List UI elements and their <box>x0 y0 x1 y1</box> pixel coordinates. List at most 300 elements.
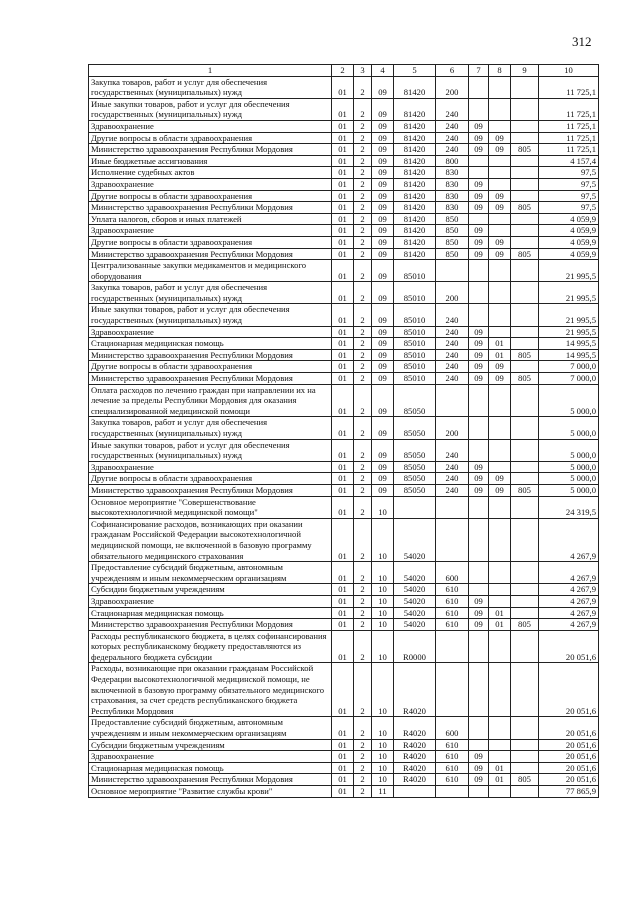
header-cell: 7 <box>469 65 489 77</box>
amount-cell: 14 995,5 <box>539 338 599 350</box>
activity-code-cell: 09 <box>372 417 394 439</box>
activity-code-cell: 09 <box>372 260 394 282</box>
expense-type-cell: 200 <box>436 417 469 439</box>
subprogram-code-cell: 2 <box>354 282 372 304</box>
item-name-cell: Здравоохранение <box>89 461 332 473</box>
subprogram-code-cell: 2 <box>354 236 372 248</box>
expense-code-cell: 54020 <box>394 619 436 631</box>
amount-cell: 97,5 <box>539 178 599 190</box>
subprogram-code-cell: 2 <box>354 619 372 631</box>
chapter-cell: 09 <box>469 225 489 237</box>
chapter-cell: 09 <box>469 202 489 214</box>
subprogram-code-cell: 2 <box>354 473 372 485</box>
section-code-cell: 01 <box>332 225 354 237</box>
expense-code-cell: 54020 <box>394 607 436 619</box>
ministry-code-cell: 805 <box>511 248 539 260</box>
chapter-cell <box>469 260 489 282</box>
amount-cell: 4 267,9 <box>539 562 599 584</box>
subsection-cell: 09 <box>489 361 511 373</box>
chapter-cell: 09 <box>469 762 489 774</box>
subsection-cell <box>489 584 511 596</box>
ministry-code-cell <box>511 630 539 663</box>
item-name-cell: Другие вопросы в области здравоохранения <box>89 190 332 202</box>
table-row <box>89 304 599 326</box>
activity-code-cell: 09 <box>372 384 394 417</box>
subprogram-code-cell: 2 <box>354 76 372 98</box>
table-row <box>89 739 599 751</box>
table-row <box>89 373 599 385</box>
subprogram-code-cell: 2 <box>354 178 372 190</box>
subsection-cell <box>489 282 511 304</box>
chapter-cell <box>469 786 489 798</box>
item-name-cell: Закупка товаров, работ и услуг для обеспечения государственных (муниципальных) нужд <box>89 282 332 304</box>
table-row <box>89 439 599 461</box>
item-name-cell: Стационарная медицинская помощь <box>89 762 332 774</box>
subsection-cell: 09 <box>489 473 511 485</box>
subprogram-code-cell: 2 <box>354 349 372 361</box>
table-row <box>89 76 599 98</box>
table-body <box>89 76 599 797</box>
item-name-cell: Иные закупки товаров, работ и услуг для обеспечения государственных (муниципальных) нужд <box>89 439 332 461</box>
activity-code-cell: 09 <box>372 213 394 225</box>
expense-code-cell: 81420 <box>394 236 436 248</box>
chapter-cell: 09 <box>469 774 489 786</box>
section-code-cell: 01 <box>332 120 354 132</box>
ministry-code-cell <box>511 384 539 417</box>
activity-code-cell: 09 <box>372 361 394 373</box>
expense-code-cell: R4020 <box>394 663 436 717</box>
subprogram-code-cell: 2 <box>354 202 372 214</box>
table-row <box>89 132 599 144</box>
chapter-cell: 09 <box>469 484 489 496</box>
table-row <box>89 225 599 237</box>
subsection-cell <box>489 326 511 338</box>
subsection-cell <box>489 562 511 584</box>
section-code-cell: 01 <box>332 774 354 786</box>
subsection-cell <box>489 417 511 439</box>
subsection-cell <box>489 384 511 417</box>
item-name-cell: Другие вопросы в области здравоохранения <box>89 473 332 485</box>
amount-cell: 4 059,9 <box>539 236 599 248</box>
table-row <box>89 260 599 282</box>
section-code-cell: 01 <box>332 190 354 202</box>
expense-type-cell: 830 <box>436 190 469 202</box>
item-name-cell: Другие вопросы в области здравоохранения <box>89 132 332 144</box>
expense-code-cell: 81420 <box>394 76 436 98</box>
activity-code-cell: 09 <box>372 439 394 461</box>
expense-code-cell: R0000 <box>394 630 436 663</box>
expense-code-cell: 81420 <box>394 120 436 132</box>
subprogram-code-cell: 2 <box>354 461 372 473</box>
activity-code-cell: 09 <box>372 373 394 385</box>
amount-cell: 4 267,9 <box>539 518 599 561</box>
expense-type-cell: 850 <box>436 236 469 248</box>
item-name-cell: Иные закупки товаров, работ и услуг для обеспечения государственных (муниципальных) нужд <box>89 98 332 120</box>
ministry-code-cell <box>511 595 539 607</box>
chapter-cell: 09 <box>469 120 489 132</box>
expense-type-cell: 240 <box>436 373 469 385</box>
expense-type-cell: 850 <box>436 248 469 260</box>
expense-code-cell: 81420 <box>394 225 436 237</box>
chapter-cell: 09 <box>469 461 489 473</box>
activity-code-cell: 10 <box>372 619 394 631</box>
chapter-cell: 09 <box>469 595 489 607</box>
item-name-cell: Предоставление субсидий бюджетным, автономным учреждениям и иным некоммерческим организациям <box>89 717 332 739</box>
amount-cell: 97,5 <box>539 167 599 179</box>
subprogram-code-cell: 2 <box>354 144 372 156</box>
subprogram-code-cell: 2 <box>354 120 372 132</box>
expense-type-cell: 610 <box>436 607 469 619</box>
ministry-code-cell <box>511 236 539 248</box>
expense-type-cell: 830 <box>436 178 469 190</box>
ministry-code-cell <box>511 282 539 304</box>
section-code-cell: 01 <box>332 155 354 167</box>
item-name-cell: Министерство здравоохранения Республики Мордовия <box>89 373 332 385</box>
chapter-cell <box>469 630 489 663</box>
amount-cell: 4 267,9 <box>539 619 599 631</box>
expense-code-cell: 85010 <box>394 373 436 385</box>
expense-code-cell: 85010 <box>394 326 436 338</box>
subsection-cell <box>489 155 511 167</box>
chapter-cell <box>469 663 489 717</box>
expense-type-cell: 830 <box>436 167 469 179</box>
ministry-code-cell <box>511 167 539 179</box>
table-row <box>89 384 599 417</box>
subsection-cell: 09 <box>489 248 511 260</box>
ministry-code-cell: 805 <box>511 373 539 385</box>
subsection-cell <box>489 751 511 763</box>
expense-type-cell: 240 <box>436 473 469 485</box>
expense-type-cell: 240 <box>436 132 469 144</box>
subprogram-code-cell: 2 <box>354 167 372 179</box>
activity-code-cell: 09 <box>372 178 394 190</box>
chapter-cell <box>469 562 489 584</box>
amount-cell: 20 051,6 <box>539 762 599 774</box>
expense-type-cell: 200 <box>436 282 469 304</box>
chapter-cell <box>469 518 489 561</box>
subsection-cell <box>489 630 511 663</box>
chapter-cell <box>469 496 489 518</box>
activity-code-cell: 09 <box>372 155 394 167</box>
subsection-cell <box>489 225 511 237</box>
subprogram-code-cell: 2 <box>354 751 372 763</box>
subprogram-code-cell: 2 <box>354 155 372 167</box>
subprogram-code-cell: 2 <box>354 326 372 338</box>
section-code-cell: 01 <box>332 439 354 461</box>
expense-code-cell: R4020 <box>394 762 436 774</box>
amount-cell: 4 267,9 <box>539 595 599 607</box>
activity-code-cell: 11 <box>372 786 394 798</box>
expense-type-cell <box>436 786 469 798</box>
subsection-cell <box>489 304 511 326</box>
chapter-cell: 09 <box>469 190 489 202</box>
subsection-cell: 01 <box>489 774 511 786</box>
subsection-cell <box>489 178 511 190</box>
table-row <box>89 751 599 763</box>
activity-code-cell: 10 <box>372 607 394 619</box>
subsection-cell <box>489 663 511 717</box>
ministry-code-cell: 805 <box>511 774 539 786</box>
subprogram-code-cell: 2 <box>354 762 372 774</box>
section-code-cell: 01 <box>332 751 354 763</box>
subprogram-code-cell: 2 <box>354 518 372 561</box>
activity-code-cell: 09 <box>372 282 394 304</box>
subprogram-code-cell: 2 <box>354 584 372 596</box>
table-row <box>89 349 599 361</box>
subsection-cell: 01 <box>489 607 511 619</box>
section-code-cell: 01 <box>332 338 354 350</box>
chapter-cell: 09 <box>469 619 489 631</box>
amount-cell: 4 267,9 <box>539 584 599 596</box>
section-code-cell: 01 <box>332 167 354 179</box>
expense-code-cell: 85050 <box>394 461 436 473</box>
amount-cell: 5 000,0 <box>539 384 599 417</box>
table-row <box>89 417 599 439</box>
section-code-cell: 01 <box>332 213 354 225</box>
subprogram-code-cell: 2 <box>354 562 372 584</box>
section-code-cell: 01 <box>332 326 354 338</box>
subprogram-code-cell: 2 <box>354 225 372 237</box>
expense-code-cell: 81420 <box>394 178 436 190</box>
subsection-cell <box>489 98 511 120</box>
chapter-cell <box>469 76 489 98</box>
subprogram-code-cell: 2 <box>354 417 372 439</box>
amount-cell: 21 995,5 <box>539 304 599 326</box>
header-cell: 3 <box>354 65 372 77</box>
ministry-code-cell <box>511 786 539 798</box>
expense-code-cell: 85010 <box>394 361 436 373</box>
subprogram-code-cell: 2 <box>354 717 372 739</box>
expense-type-cell <box>436 496 469 518</box>
section-code-cell: 01 <box>332 607 354 619</box>
header-cell: 1 <box>89 65 332 77</box>
amount-cell: 5 000,0 <box>539 417 599 439</box>
activity-code-cell: 09 <box>372 461 394 473</box>
subsection-cell: 09 <box>489 144 511 156</box>
chapter-cell: 09 <box>469 144 489 156</box>
ministry-code-cell: 805 <box>511 349 539 361</box>
amount-cell: 20 051,6 <box>539 630 599 663</box>
section-code-cell: 01 <box>332 484 354 496</box>
expense-type-cell <box>436 630 469 663</box>
amount-cell: 14 995,5 <box>539 349 599 361</box>
section-code-cell: 01 <box>332 178 354 190</box>
item-name-cell: Субсидии бюджетным учреждениям <box>89 739 332 751</box>
section-code-cell: 01 <box>332 384 354 417</box>
chapter-cell: 09 <box>469 178 489 190</box>
chapter-cell <box>469 304 489 326</box>
chapter-cell <box>469 155 489 167</box>
expense-type-cell: 240 <box>436 98 469 120</box>
section-code-cell: 01 <box>332 248 354 260</box>
amount-cell: 20 051,6 <box>539 739 599 751</box>
section-code-cell: 01 <box>332 373 354 385</box>
chapter-cell <box>469 417 489 439</box>
activity-code-cell: 10 <box>372 663 394 717</box>
activity-code-cell: 10 <box>372 518 394 561</box>
section-code-cell: 01 <box>332 349 354 361</box>
section-code-cell: 01 <box>332 496 354 518</box>
expense-code-cell: 85050 <box>394 384 436 417</box>
expense-code-cell: 85010 <box>394 304 436 326</box>
item-name-cell: Оплата расходов по лечению граждан при направлении их на лечение за пределы Республики Мордовия для оказания специализированной медицинской помощи <box>89 384 332 417</box>
item-name-cell: Расходы, возникающие при оказании гражданам Российской Федерации высокотехнологичной медицинской помощи, не включенной в базовую программу обязательного медицинского страхования, за счет средств республиканского бюджета Республики Мордовия <box>89 663 332 717</box>
expense-code-cell: 81420 <box>394 202 436 214</box>
section-code-cell: 01 <box>332 562 354 584</box>
item-name-cell: Расходы республиканского бюджета, в целях софинансирования которых республиканскому бюджету предоставляются из федерального бюджета субсидии <box>89 630 332 663</box>
table-row <box>89 120 599 132</box>
item-name-cell: Другие вопросы в области здравоохранения <box>89 361 332 373</box>
ministry-code-cell <box>511 461 539 473</box>
amount-cell: 7 000,0 <box>539 373 599 385</box>
section-code-cell: 01 <box>332 786 354 798</box>
section-code-cell: 01 <box>332 473 354 485</box>
ministry-code-cell <box>511 120 539 132</box>
table-row <box>89 484 599 496</box>
amount-cell: 5 000,0 <box>539 461 599 473</box>
item-name-cell: Основное мероприятие "Развитие службы крови" <box>89 786 332 798</box>
subsection-cell: 09 <box>489 373 511 385</box>
chapter-cell: 09 <box>469 338 489 350</box>
item-name-cell: Здравоохранение <box>89 326 332 338</box>
expense-type-cell: 240 <box>436 349 469 361</box>
chapter-cell <box>469 717 489 739</box>
section-code-cell: 01 <box>332 595 354 607</box>
expense-type-cell: 800 <box>436 155 469 167</box>
expense-code-cell: 81420 <box>394 213 436 225</box>
activity-code-cell: 09 <box>372 338 394 350</box>
amount-cell: 21 995,5 <box>539 282 599 304</box>
table-row <box>89 167 599 179</box>
table-row <box>89 236 599 248</box>
expense-code-cell: 85010 <box>394 349 436 361</box>
ministry-code-cell <box>511 132 539 144</box>
amount-cell: 4 267,9 <box>539 607 599 619</box>
ministry-code-cell <box>511 518 539 561</box>
table-row <box>89 518 599 561</box>
expense-type-cell <box>436 518 469 561</box>
ministry-code-cell <box>511 178 539 190</box>
subprogram-code-cell: 2 <box>354 786 372 798</box>
subprogram-code-cell: 2 <box>354 739 372 751</box>
section-code-cell: 01 <box>332 76 354 98</box>
amount-cell: 5 000,0 <box>539 439 599 461</box>
expense-type-cell: 610 <box>436 751 469 763</box>
expense-code-cell: R4020 <box>394 739 436 751</box>
item-name-cell: Предоставление субсидий бюджетным, автономным учреждениям и иным некоммерческим организациям <box>89 562 332 584</box>
expense-type-cell <box>436 663 469 717</box>
ministry-code-cell: 805 <box>511 619 539 631</box>
header-cell: 8 <box>489 65 511 77</box>
expense-type-cell: 610 <box>436 619 469 631</box>
expense-code-cell: 85010 <box>394 338 436 350</box>
ministry-code-cell <box>511 607 539 619</box>
expense-type-cell: 240 <box>436 144 469 156</box>
expense-type-cell: 240 <box>436 461 469 473</box>
amount-cell: 4 157,4 <box>539 155 599 167</box>
activity-code-cell: 09 <box>372 144 394 156</box>
expense-code-cell: R4020 <box>394 717 436 739</box>
subsection-cell <box>489 595 511 607</box>
expense-code-cell: 85050 <box>394 439 436 461</box>
subprogram-code-cell: 2 <box>354 132 372 144</box>
table-row <box>89 361 599 373</box>
item-name-cell: Иные бюджетные ассигнования <box>89 155 332 167</box>
table-row <box>89 282 599 304</box>
chapter-cell <box>469 739 489 751</box>
table-row <box>89 338 599 350</box>
section-code-cell: 01 <box>332 739 354 751</box>
subsection-cell: 09 <box>489 190 511 202</box>
expense-code-cell: 81420 <box>394 248 436 260</box>
amount-cell: 4 059,9 <box>539 213 599 225</box>
chapter-cell: 09 <box>469 473 489 485</box>
ministry-code-cell <box>511 584 539 596</box>
chapter-cell <box>469 213 489 225</box>
amount-cell: 21 995,5 <box>539 326 599 338</box>
subprogram-code-cell: 2 <box>354 260 372 282</box>
expense-type-cell: 200 <box>436 76 469 98</box>
ministry-code-cell <box>511 739 539 751</box>
subprogram-code-cell: 2 <box>354 213 372 225</box>
subsection-cell <box>489 786 511 798</box>
chapter-cell: 09 <box>469 361 489 373</box>
ministry-code-cell <box>511 304 539 326</box>
ministry-code-cell <box>511 338 539 350</box>
chapter-cell: 09 <box>469 607 489 619</box>
item-name-cell: Закупка товаров, работ и услуг для обеспечения государственных (муниципальных) нужд <box>89 76 332 98</box>
section-code-cell: 01 <box>332 202 354 214</box>
chapter-cell: 09 <box>469 236 489 248</box>
expense-type-cell: 240 <box>436 338 469 350</box>
section-code-cell: 01 <box>332 304 354 326</box>
chapter-cell <box>469 98 489 120</box>
item-name-cell: Министерство здравоохранения Республики Мордовия <box>89 774 332 786</box>
subprogram-code-cell: 2 <box>354 607 372 619</box>
ministry-code-cell: 805 <box>511 484 539 496</box>
ministry-code-cell <box>511 155 539 167</box>
activity-code-cell: 10 <box>372 717 394 739</box>
activity-code-cell: 09 <box>372 304 394 326</box>
activity-code-cell: 09 <box>372 248 394 260</box>
section-code-cell: 01 <box>332 619 354 631</box>
expense-type-cell <box>436 384 469 417</box>
activity-code-cell: 10 <box>372 584 394 596</box>
item-name-cell: Здравоохранение <box>89 225 332 237</box>
subsection-cell: 01 <box>489 762 511 774</box>
section-code-cell: 01 <box>332 98 354 120</box>
table-row <box>89 213 599 225</box>
item-name-cell: Централизованные закупки медикаментов и медицинского оборудования <box>89 260 332 282</box>
table-row <box>89 461 599 473</box>
amount-cell: 20 051,6 <box>539 717 599 739</box>
table-row <box>89 584 599 596</box>
header-cell: 6 <box>436 65 469 77</box>
item-name-cell: Закупка товаров, работ и услуг для обеспечения государственных (муниципальных) нужд <box>89 417 332 439</box>
subsection-cell <box>489 76 511 98</box>
activity-code-cell: 09 <box>372 236 394 248</box>
ministry-code-cell <box>511 98 539 120</box>
subprogram-code-cell: 2 <box>354 774 372 786</box>
expense-type-cell: 600 <box>436 562 469 584</box>
subprogram-code-cell: 2 <box>354 439 372 461</box>
table-row <box>89 248 599 260</box>
expense-type-cell <box>436 260 469 282</box>
table-row <box>89 595 599 607</box>
amount-cell: 11 725,1 <box>539 120 599 132</box>
subprogram-code-cell: 2 <box>354 304 372 326</box>
expense-code-cell: R4020 <box>394 774 436 786</box>
